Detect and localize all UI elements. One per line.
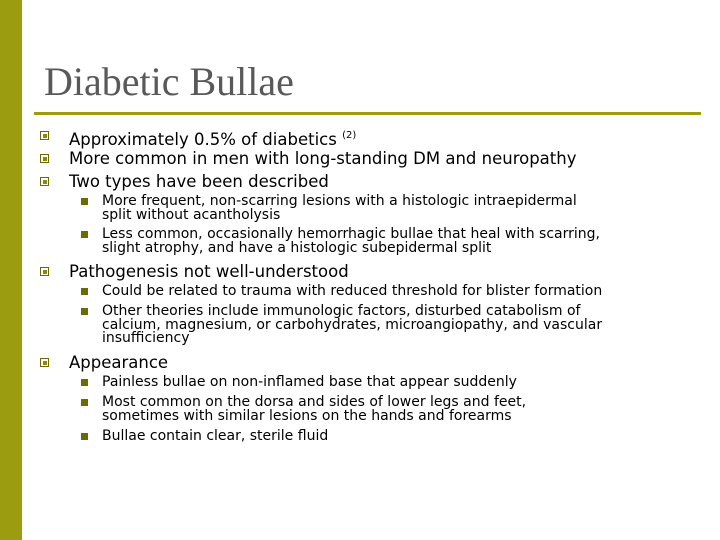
- bullet-item: [69, 351, 168, 375]
- square-bullet-icon: [81, 308, 88, 315]
- sub-bullet-item: [102, 195, 577, 222]
- sub-bullet-line: Most common on the dorsa and sides of lower legs and feet,: [102, 394, 527, 410]
- bullet-text: Appearance: [69, 353, 169, 372]
- square-bullet-icon: [40, 267, 49, 276]
- square-bullet-icon: [81, 379, 88, 386]
- square-bullet-icon: [81, 288, 88, 295]
- sub-bullet-line: Other theories include immunologic factors, disturbed catabolism of: [102, 303, 581, 319]
- title-underline: [34, 112, 701, 115]
- bullet-text: Two types have been described: [69, 172, 329, 191]
- square-bullet-icon: [40, 131, 49, 140]
- citation-superscript: (2): [342, 130, 357, 141]
- square-bullet-icon: [81, 198, 88, 205]
- sub-bullet-line: slight atrophy, and have a histologic subepidermal split: [102, 239, 492, 256]
- square-bullet-icon: [40, 154, 49, 163]
- sub-bullet-line: Less common, occasionally hemorrhagic bullae that heal with scarring,: [102, 226, 600, 242]
- bullet-item: [69, 170, 329, 194]
- sub-bullet-line: calcium, magnesium, or carbohydrates, microangiopathy, and vascular: [102, 316, 603, 333]
- bullet-item: [69, 260, 349, 284]
- square-bullet-icon: [40, 358, 49, 367]
- bullet-text: Approximately 0.5% of diabetics: [69, 130, 337, 149]
- sub-bullet-item: [102, 305, 602, 346]
- left-accent-bar: [0, 0, 22, 540]
- square-bullet-icon: [40, 177, 49, 186]
- bullet-text: Pathogenesis not well-understood: [69, 262, 349, 281]
- sub-bullet-line: split without acantholysis: [102, 206, 281, 223]
- sub-bullet-item: [102, 430, 328, 444]
- sub-bullet-line: Could be related to trauma with reduced threshold for blister formation: [102, 283, 603, 299]
- sub-bullet-item: [102, 285, 602, 299]
- square-bullet-icon: [81, 231, 88, 238]
- square-bullet-icon: [81, 399, 88, 406]
- bullet-item: [69, 147, 577, 171]
- bullet-text: More common in men with long-standing DM and neuropathy: [69, 149, 577, 168]
- sub-bullet-item: [102, 376, 517, 390]
- slide-title: Diabetic Bullae: [44, 59, 294, 104]
- square-bullet-icon: [81, 433, 88, 440]
- sub-bullet-line: Bullae contain clear, sterile fluid: [102, 428, 329, 444]
- sub-bullet-item: [102, 396, 526, 423]
- sub-bullet-line: Painless bullae on non-inflamed base that appear suddenly: [102, 374, 517, 390]
- sub-bullet-line: More frequent, non-scarring lesions with a histologic intraepidermal: [102, 193, 577, 209]
- sub-bullet-line: sometimes with similar lesions on the hands and forearms: [102, 407, 512, 424]
- sub-bullet-line: insufficiency: [102, 330, 190, 346]
- sub-bullet-item: [102, 228, 600, 255]
